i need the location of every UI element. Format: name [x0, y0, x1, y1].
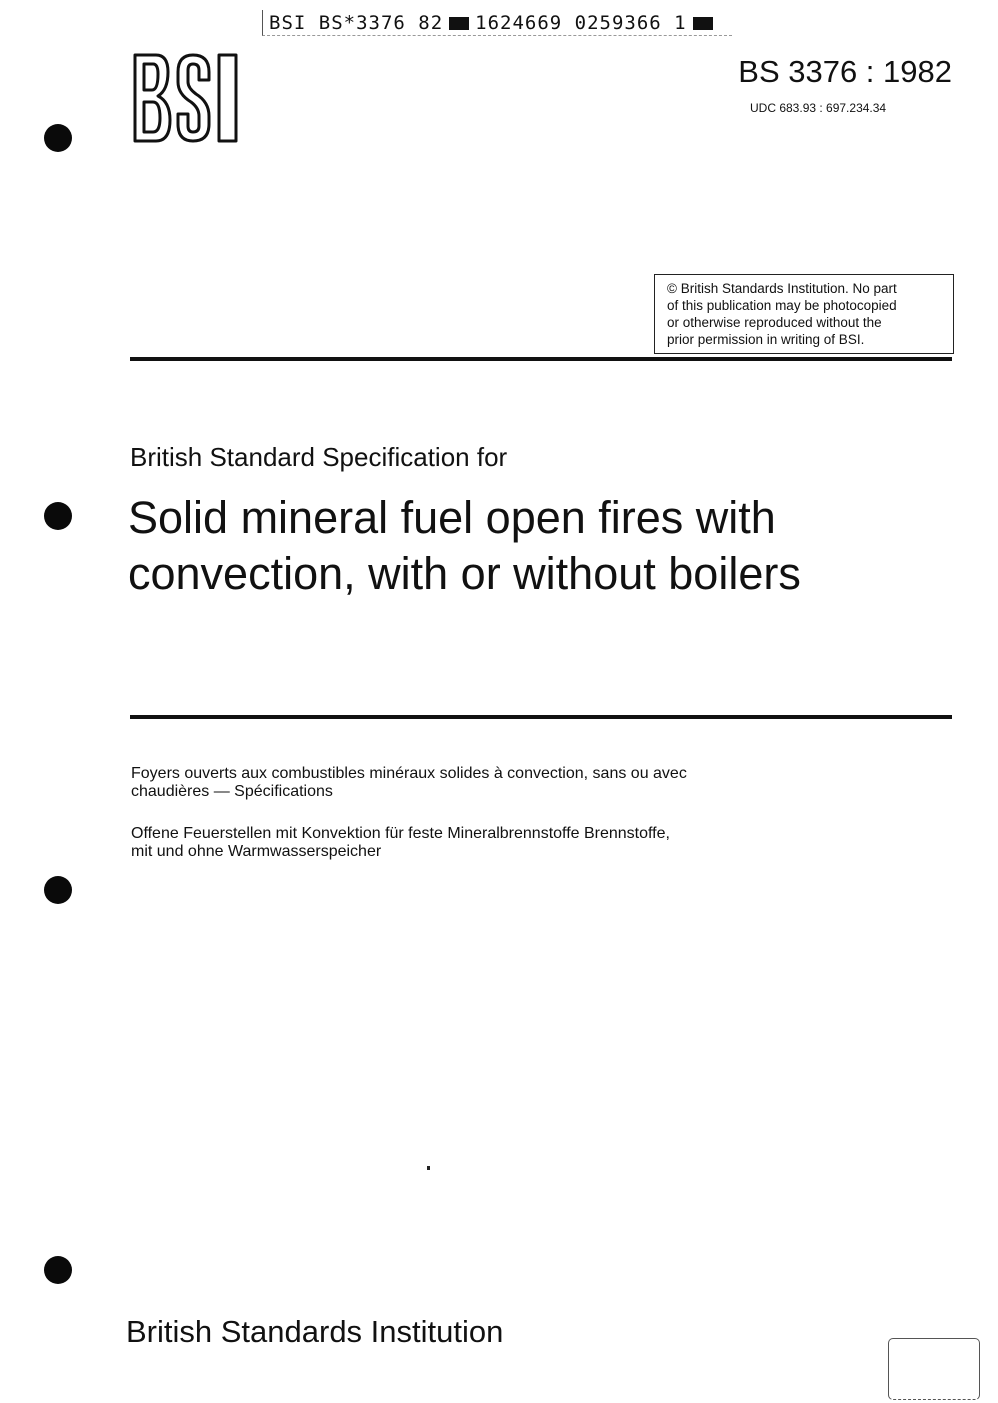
- publisher-name: British Standards Institution: [126, 1314, 504, 1349]
- german-title: [131, 825, 670, 861]
- standard-number: BS 3376 : 1982: [738, 54, 952, 89]
- horizontal-rule-top: [130, 357, 952, 361]
- german-title-line: mit und ohne Warmwasserspeicher: [131, 843, 382, 860]
- french-title-line: Foyers ouverts aux combustibles minéraux solides à convection, sans ou avec: [131, 765, 687, 782]
- french-title: [131, 765, 687, 801]
- catalogue-serial: 1624669 0259366 1: [475, 12, 687, 34]
- punch-hole: [44, 502, 72, 530]
- punch-hole: [44, 124, 72, 152]
- catalogue-code: BSI BS*3376 82: [269, 12, 444, 34]
- punch-hole: [44, 876, 72, 904]
- copyright-line: prior permission in writing of BSI.: [667, 332, 865, 347]
- document-title: [128, 490, 801, 602]
- catalogue-strip: [262, 10, 732, 36]
- copyright-line: © British Standards Institution. No part: [667, 281, 897, 296]
- copyright-line: or otherwise reproduced without the: [667, 315, 882, 330]
- document-title-line: Solid mineral fuel open fires with: [128, 492, 776, 543]
- bsi-logo-icon: [132, 52, 242, 144]
- copyright-line: of this publication may be photocopied: [667, 298, 897, 313]
- punch-hole: [44, 1256, 72, 1284]
- bsi-logo: [132, 52, 242, 149]
- document-title-line: convection, with or without boilers: [128, 548, 801, 599]
- german-title-line: Offene Feuerstellen mit Konvektion für feste Mineralbrennstoffe Brennstoffe,: [131, 825, 670, 842]
- horizontal-rule-bottom: [130, 715, 952, 719]
- filled-block-mark: [693, 17, 713, 30]
- udc-classification: UDC 683.93 : 697.234.34: [750, 101, 887, 115]
- corner-frame: [888, 1338, 980, 1400]
- filled-block-mark: [449, 17, 469, 30]
- copyright-notice-box: [654, 274, 954, 354]
- scan-speck: [427, 1166, 430, 1170]
- french-title-line: chaudières — Spécifications: [131, 783, 333, 800]
- title-intro: British Standard Specification for: [130, 442, 508, 472]
